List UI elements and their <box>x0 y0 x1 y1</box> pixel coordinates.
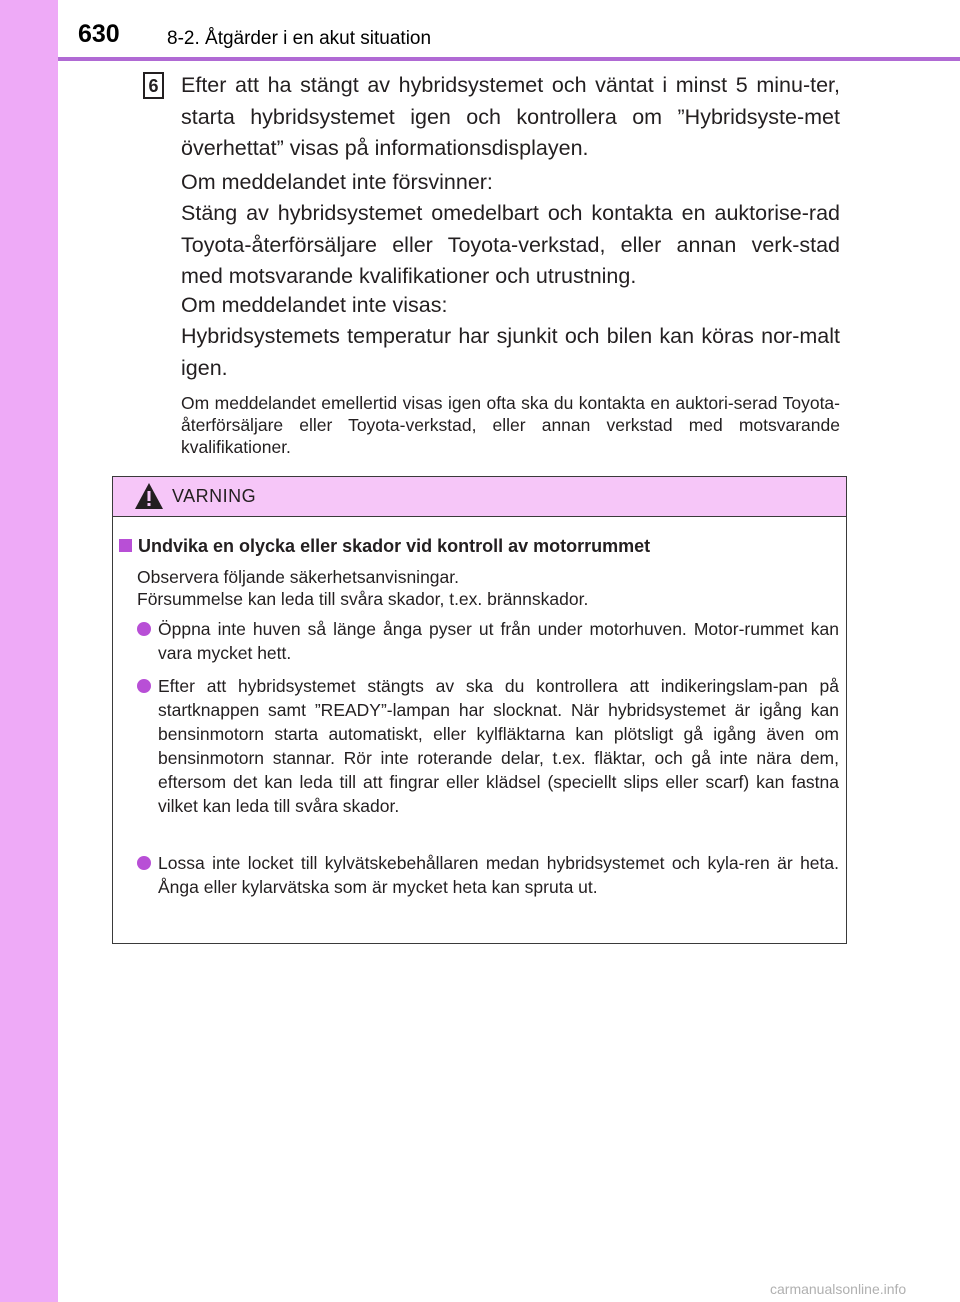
case2-title: Om meddelandet inte visas: <box>181 293 448 317</box>
square-bullet-icon <box>119 539 132 552</box>
warning-triangle-icon <box>134 482 164 510</box>
case1-text: Stäng av hybridsystemet omedelbart och kontakta en auktorise-rad Toyota-återförsäljare eller Toyota-verkstad, eller annan verk-stad med motsvarande kvalifikationer och utrustning. <box>181 201 840 288</box>
dot-bullet-icon <box>137 856 151 870</box>
warning-heading <box>119 535 839 557</box>
warning-item-3 <box>137 851 839 899</box>
side-tab-band <box>0 0 58 1302</box>
dot-bullet-icon <box>137 622 151 636</box>
step-number-badge: 6 <box>143 72 164 99</box>
case2-text: Hybridsystemets temperatur har sjunkit och bilen kan köras nor-malt igen. <box>181 324 840 380</box>
warning-item-text: Öppna inte huven så länge ånga pyser ut från under motorhuven. Motor-rummet kan vara mycket hett. <box>158 619 839 663</box>
warning-heading-text: Undvika en olycka eller skador vid kontroll av motorrummet <box>138 536 651 556</box>
header-rule <box>58 57 960 61</box>
case1-title: Om meddelandet inte försvinner: <box>181 170 493 194</box>
step-text: Efter att ha stängt av hybridsystemet och väntat i minst 5 minu-ter, starta hybridsystemet igen och kontrollera om ”Hybridsyste-met överhettat” visas på informationsdisplayen. <box>181 73 840 160</box>
warning-box <box>112 476 847 944</box>
section-title: 8-2. Åtgärder i en akut situation <box>167 28 432 49</box>
warning-header <box>113 477 846 517</box>
page-header <box>58 0 960 58</box>
step-note: Om meddelandet emellertid visas igen ofta ska du kontakta en auktori-serad Toyota-återförsäljare eller Toyota-verkstad, eller annan verkstad med motsvarande kvalifikationer. <box>181 393 840 457</box>
warning-intro-line1: Observera följande säkerhetsanvisningar. <box>137 567 459 587</box>
warning-intro-line2: Försummelse kan leda till svåra skador, t.ex. brännskador. <box>137 589 589 609</box>
dot-bullet-icon <box>137 679 151 693</box>
page-number: 630 <box>78 20 120 48</box>
warning-item-text: Efter att hybridsystemet stängts av ska du kontrollera att indikeringslam-pan på startknappen samt ”READY”-lampan har slocknat. När hybridsystemet är igång kan bensinmotorn starta automatiskt, eller kylfläktarna kan plötsligt gå igång även om bensinmotorn stannar. Rör inte roterande delar, t.ex. fläktar, och gå inte nära dem, eftersom det kan leda till att fingrar eller klädsel (speciellt slips eller scarf) kan fastna vilket kan leda till svåra skador. <box>158 676 839 816</box>
warning-item-text: Lossa inte locket till kylvätskebehållaren medan hybridsystemet och kyla-ren är heta. Ånga eller kylarvätska som är mycket heta kan spruta ut. <box>158 853 839 897</box>
warning-label: VARNING <box>172 486 257 506</box>
warning-item-1 <box>137 617 839 665</box>
watermark: carmanualsonline.info <box>770 1281 907 1297</box>
warning-intro <box>137 566 837 610</box>
warning-item-2 <box>137 674 839 818</box>
